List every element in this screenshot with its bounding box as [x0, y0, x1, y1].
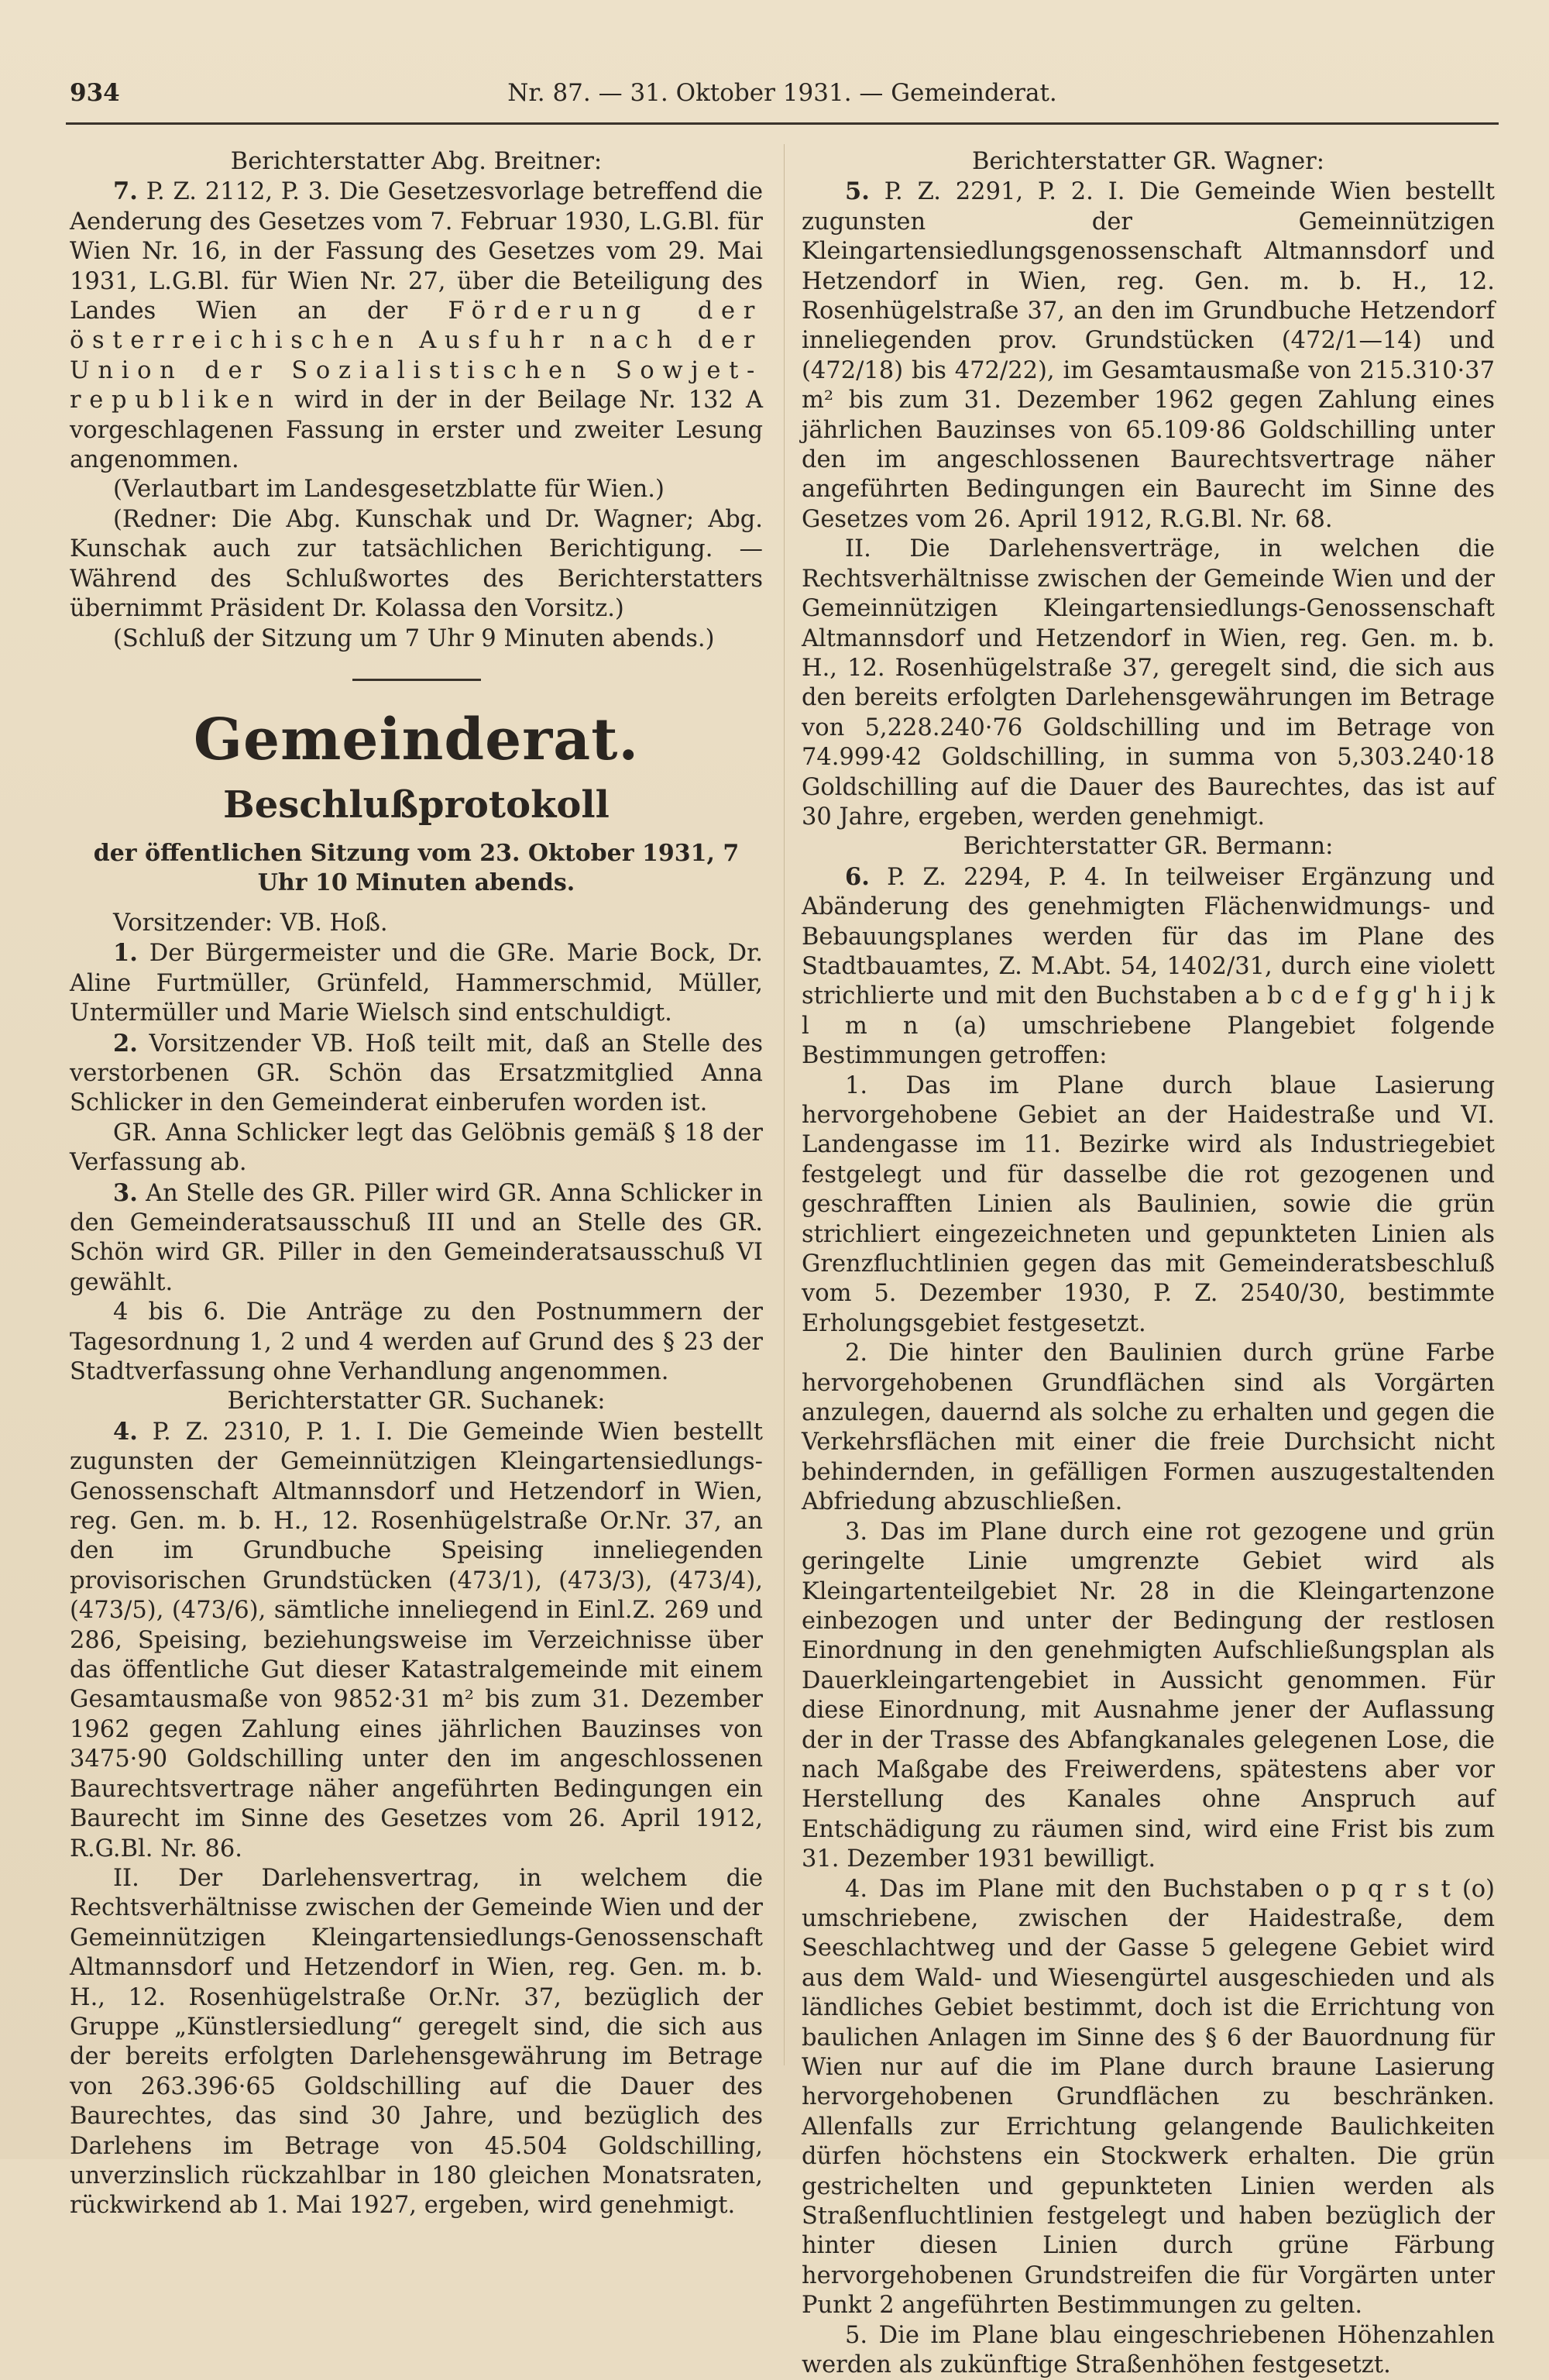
item-5-baurecht: 5. P. Z. 2291, P. 2. I. Die Gemeinde Wien bestellt zugunsten der Gemeinnützigen Kleingartensiedlungsgenossenschaft Altmannsdorf und Hetzendorf in Wien, reg. Gen. m. b. H., 12. Rosenhügelstraße 37, an den im Grundbuche Hetzendorf inneliegenden prov. Grundstücken (472/1—14) und (472/18) bis 472/22), im Gesamtausmaße von 215.310·37 m² bis zum 31. Dezember 1962 gegen Zahlung eines jährlichen Bauzinses von 65.109·86 Goldschilling unter den im angeschlossenen Baurechtsvertrage näher angeführten Bedingungen ein Baurecht im Sinne des Gesetzes vom 26. April 1912, R.G.Bl. Nr. 68. [802, 177, 1495, 533]
session-line: der öffentlichen Sitzung vom 23. Oktober 1931, 7 Uhr 10 Minuten abends. [93, 839, 740, 896]
item-6: 6. P. Z. 2294, P. 4. In teilweiser Ergänzung und Abänderung des genehmigten Flächenwidmungs- und Bebauungsplanes werden für das im Plane des Stadtbauamtes, Z. M.Abt. 54, 1402/31, durch eine violett strichlierte und mit den Buchstaben a b c d e f g g' h i j k l m n (a) umschriebene Plangebiet folgende Bestimmungen getroffen: [802, 862, 1495, 1070]
section-subtitle: Beschlußprotokoll [223, 782, 610, 827]
items-4-to-6: 4 bis 6. Die Anträge zu den Postnummern der Tagesordnung 1, 2 und 4 werden auf Grund des § 23 der Stadtverfassung ohne Verhandlung angenommen. [70, 1298, 763, 1385]
provision-2: 2. Die hinter den Baulinien durch grüne Farbe hervorgehobenen Grundflächen sind als Vorgärten anzulegen, dauernd als solche zu erhalten und gegen die Verkehrsflächen mit einer die freie Durchsicht nicht behindernden, in gefälligen Formen auszugestaltenden Abfriedung abzuschließen. [802, 1340, 1495, 1516]
item-4-baurecht: 4. P. Z. 2310, P. 1. I. Die Gemeinde Wien bestellt zugunsten der Gemeinnützigen Kleingartensiedlungs-Genossenschaft Altmannsdorf und Hetzendorf in Wien, reg. Gen. m. b. H., 12. Rosenhügelstraße Or.Nr. 37, an den im Grundbuche Speising inneliegenden provisorischen Grundstücken (473/1), (473/3), (473/4), (473/5), (473/6), sämtliche inneliegend in Einl.Z. 269 und 286, Speising, beziehungsweise im Verzeichnisse über das öffentliche Gut dieser Katastralgemeinde mit einem Gesamtausmaße von 9852·31 m² bis zum 31. Dezember 1962 gegen Zahlung eines jährlichen Bauzinses von 3475·90 Goldschilling unter den im angeschlossenen Baurechtsvertrage näher angeführten Bedingungen ein Baurecht im Sinne des Gesetzes vom 26. April 1912, R.G.Bl. Nr. 86. [70, 1417, 763, 1862]
reporter-heading: Berichterstatter GR. Suchanek: [227, 1388, 606, 1415]
publication-note: (Verlautbart im Landesgesetzblatte für Wien.) [113, 476, 665, 504]
section-title: Gemeinderat. [193, 706, 640, 773]
item-7: 7. P. Z. 2112, P. 3. Die Gesetzesvorlage betreffend die Aenderung des Gesetzes vom 7. Februar 1930, L.G.Bl. für Wien Nr. 16, in der Fassung des Gesetzes vom 29. Mai 1931, L.G.Bl. für Wien Nr. 27, über die Beteiligung des Landes Wien an der Förderung der österreichischen Ausfuhr nach der Union der Sozialistischen Sowjet-republiken wird in der in der Beilage Nr. 132 A vorgeschlagenen Fassung in erster und zweiter Lesung angenommen. [70, 177, 763, 474]
column-divider [784, 144, 785, 2065]
reporter-heading: Berichterstatter GR. Wagner: [971, 148, 1324, 175]
reporter-heading: Berichterstatter GR. Bermann: [963, 833, 1334, 861]
provision-1: 1. Das im Plane durch blaue Lasierung hervorgehobene Gebiet an der Haidestraße und VI. Landengasse im 11. Bezirke wird als Industriegebiet festgelegt und für dasselbe die rot gezogenen und geschrafften Linien als Baulinien, sowie die grün strichliert eingezeichneten und gepunkteten Linien als Grenzfluchtlinien gegen das mit Gemeinderatsbeschluß vom 5. Dezember 1930, P. Z. 2540/30, bestimmte Erholungsgebiet festgesetzt. [802, 1071, 1495, 1337]
item-5-darlehen: II. Die Darlehensverträge, in welchen die Rechtsverhältnisse zwischen der Gemeinde Wien und der Gemeinnützigen Kleingartensiedlungs-Genossenschaft Altmannsdorf und Hetzendorf in Wien, reg. Gen. m. b. H., 12. Rosenhügelstraße 37, geregelt sind, die sich aus den bereits erfolgten Darlehensgewährungen im Betrage von 5,228.240·76 Goldschilling und im Betrage von 74.999·42 Goldschilling, in summa von 5,303.240·18 Goldschilling auf die Dauer des Baurechtes, das ist auf 30 Jahre, ergeben, werden genehmigt. [802, 535, 1495, 831]
item-4-darlehen: II. Der Darlehensvertrag, in welchem die Rechtsverhältnisse zwischen der Gemeinde Wien und der Gemeinnützigen Kleingartensiedlungs-Genossenschaft Altmannsdorf und Hetzendorf in Wien, reg. Gen. m. b. H., 12. Rosenhügelstraße Or.Nr. 37, bezüglich der Gruppe „Künstlersiedlung“ geregelt sind, die sich aus der bereits erfolgten Darlehensgewährung im Betrage von 263.396·65 Goldschilling auf die Dauer des Baurechtes, das sind 30 Jahre, und bezüglich des Darlehens im Betrage von 45.504 Goldschilling, unverzinslich rückzahlbar in 180 gleichen Monatsraten, rückwirkend ab 1. Mai 1927, ergeben, wird genehmigt. [70, 1864, 763, 2220]
page-header [70, 74, 1495, 124]
left-column [70, 147, 763, 2221]
header-rule [66, 122, 1499, 125]
page-number: 934 [70, 79, 120, 107]
item-2-oath: GR. Anna Schlicker legt das Gelöbnis gemäß § 18 der Verfassung ab. [70, 1119, 763, 1177]
section-divider [352, 679, 481, 681]
provision-5: 5. Die im Plane blau eingeschriebenen Höhenzahlen werden als zukünftige Straßenhöhen festgesetzt. [802, 2321, 1495, 2379]
item-2: 2. Vorsitzender VB. Hoß teilt mit, daß an Stelle des verstorbenen GR. Schön das Ersatzmitglied Anna Schlicker in den Gemeinderat einberufen worden ist. [70, 1029, 763, 1117]
running-head: Nr. 87. — 31. Oktober 1931. — Gemeinderat. [507, 79, 1057, 107]
reporter-heading: Berichterstatter Abg. Breitner: [230, 148, 603, 175]
closing-note: (Schluß der Sitzung um 7 Uhr 9 Minuten abends.) [113, 624, 715, 652]
provision-3: 3. Das im Plane durch eine rot gezogene und grün geringelte Linie umgrenzte Gebiet wird als Kleingartenteilgebiet Nr. 28 in die Kleingartenzone einbezogen und unter der Bedingung der restlosen Einordnung in den genehmigten Aufschließungsplan als Dauerkleingartengebiet in Aussicht genommen. Für diese Einordnung, mit Ausnahme jener der Auflassung der in der Trasse des Abfangkanales gelegenen Lose, die nach Maßgabe des Freiwerdens, spätestens aber vor Herstellung des Kanales ohne Anspruch auf Entschädigung zu räumen sind, wird eine Frist bis zum 31. Dezember 1931 bewilligt. [802, 1518, 1495, 1873]
chair-line: Vorsitzender: VB. Hoß. [113, 909, 388, 937]
right-column [802, 147, 1495, 2380]
provision-4: 4. Das im Plane mit den Buchstaben o p q r s t (o) umschriebene, zwischen der Haidestraße, dem Seeschlachtweg und der Gasse 5 gelegene Gebiet wird aus dem Wald- und Wiesengürtel ausgeschieden und als ländliches Gebiet bestimmt, doch ist die Errichtung von baulichen Anlagen im Sinne des § 6 der Bauordnung für Wien nur auf die im Plane durch braune Lasierung hervorgehobenen Grundflächen zu beschränken. Allenfalls zur Errichtung gelangende Baulichkeiten dürfen höchstens ein Stockwerk erhalten. Die grün gestrichelten und gepunkteten Linien werden als Straßenfluchtlinien festgelegt und haben bezüglich der hinter diesen Linien durch grüne Färbung hervorgehobenen Grundstreifen die für Vorgärten unter Punkt 2 angeführten Bestimmungen zu gelten. [802, 1875, 1495, 2320]
item-1: 1. Der Bürgermeister und die GRe. Marie Bock, Dr. Aline Furtmüller, Grünfeld, Hammerschmid, Müller, Untermüller und Marie Wielsch sind entschuldigt. [70, 939, 763, 1027]
item-3: 3. An Stelle des GR. Piller wird GR. Anna Schlicker in den Gemeinderatsausschuß III und an Stelle des GR. Schön wird GR. Piller in den Gemeinderatsausschuß VI gewählt. [70, 1178, 763, 1296]
speakers-note: (Redner: Die Abg. Kunschak und Dr. Wagner; Abg. Kunschak auch zur tatsächlichen Berichtigung. — Während des Schlußwortes des Berichterstatters übernimmt Präsident Dr. Kolassa den Vorsitz.) [70, 505, 763, 623]
